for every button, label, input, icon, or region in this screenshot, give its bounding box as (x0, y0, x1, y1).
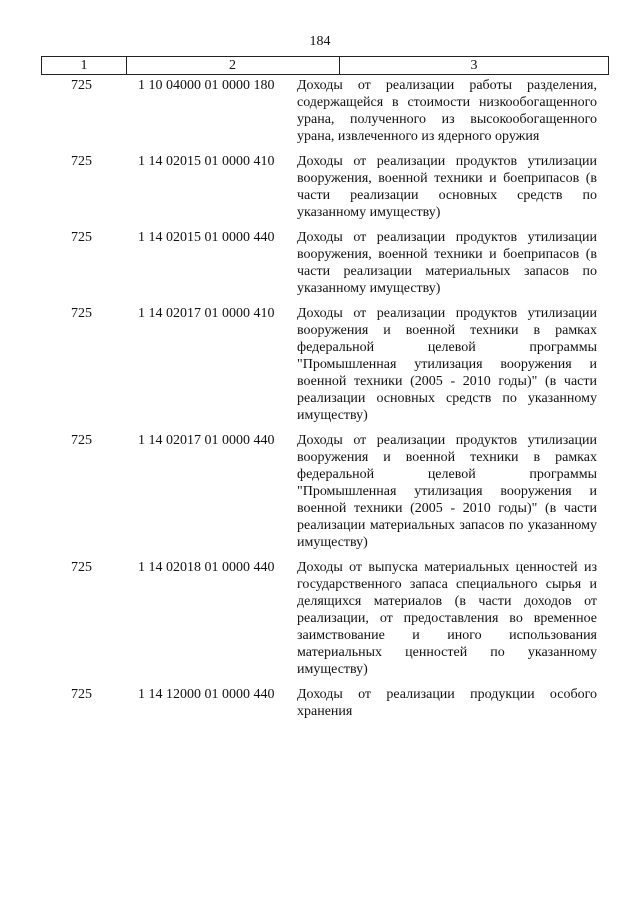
admin-code: 725 (71, 230, 92, 245)
budget-classification-code: 1 14 02017 01 0000 410 (138, 306, 275, 321)
revenue-description: Доходы от реализации продуктов утилизации вооружения, военной техники и боеприпасов (в части реализации материальных запасов по указанному имуществу) (297, 230, 597, 296)
admin-code: 725 (71, 78, 92, 93)
table-row (41, 686, 609, 720)
admin-code: 725 (71, 687, 92, 702)
table-row (41, 432, 609, 551)
admin-code: 725 (71, 433, 92, 448)
table-row (41, 77, 609, 145)
table-row (41, 229, 609, 297)
budget-classification-code: 1 14 02015 01 0000 410 (138, 154, 275, 169)
admin-code: 725 (71, 560, 92, 575)
table-row (41, 153, 609, 221)
table-row (41, 559, 609, 678)
admin-code: 725 (71, 306, 92, 321)
page-number: 184 (309, 34, 331, 49)
revenue-description: Доходы от выпуска материальных ценностей из государственного запаса специального сырья и делящихся материалов (в части доходов от реализации, от предоставления во временное заимствование и иного использования материальных ценностей по указанному имуществу) (297, 560, 597, 677)
budget-classification-code: 1 14 02017 01 0000 440 (138, 433, 275, 448)
table-row (41, 305, 609, 424)
revenue-codes-table (41, 56, 609, 720)
revenue-description: Доходы от реализации продуктов утилизации вооружения, военной техники и боеприпасов (в части реализации основных средств по указанному имуществу) (297, 154, 597, 220)
table-header-row (41, 56, 609, 75)
revenue-description: Доходы от реализации продуктов утилизации вооружения и военной техники в рамках федеральной целевой программы "Промышленная утилизация вооружения и военной техники (2005 - 2010 годы)" (в части реализации материальных запасов по указанному имуществу) (297, 433, 597, 550)
budget-classification-code: 1 14 02015 01 0000 440 (138, 230, 275, 245)
column-header-2: 2 (126, 57, 340, 74)
revenue-description: Доходы от реализации работы разделения, содержащейся в стоимости низкообогащенного урана, полученного из высокообогащенного урана, извлеченного из ядерного оружия (297, 78, 597, 144)
revenue-description: Доходы от реализации продуктов утилизации вооружения и военной техники в рамках федеральной целевой программы "Промышленная утилизация вооружения и военной техники (2005 - 2010 годы)" (в части реализации основных средств по указанному имуществу) (297, 306, 597, 423)
budget-classification-code: 1 14 02018 01 0000 440 (138, 560, 275, 575)
budget-classification-code: 1 14 12000 01 0000 440 (138, 687, 275, 702)
admin-code: 725 (71, 154, 92, 169)
revenue-description: Доходы от реализации продукции особого хранения (297, 687, 597, 719)
budget-classification-code: 1 10 04000 01 0000 180 (138, 78, 275, 93)
column-header-1: 1 (42, 57, 127, 74)
column-header-3: 3 (470, 58, 478, 73)
